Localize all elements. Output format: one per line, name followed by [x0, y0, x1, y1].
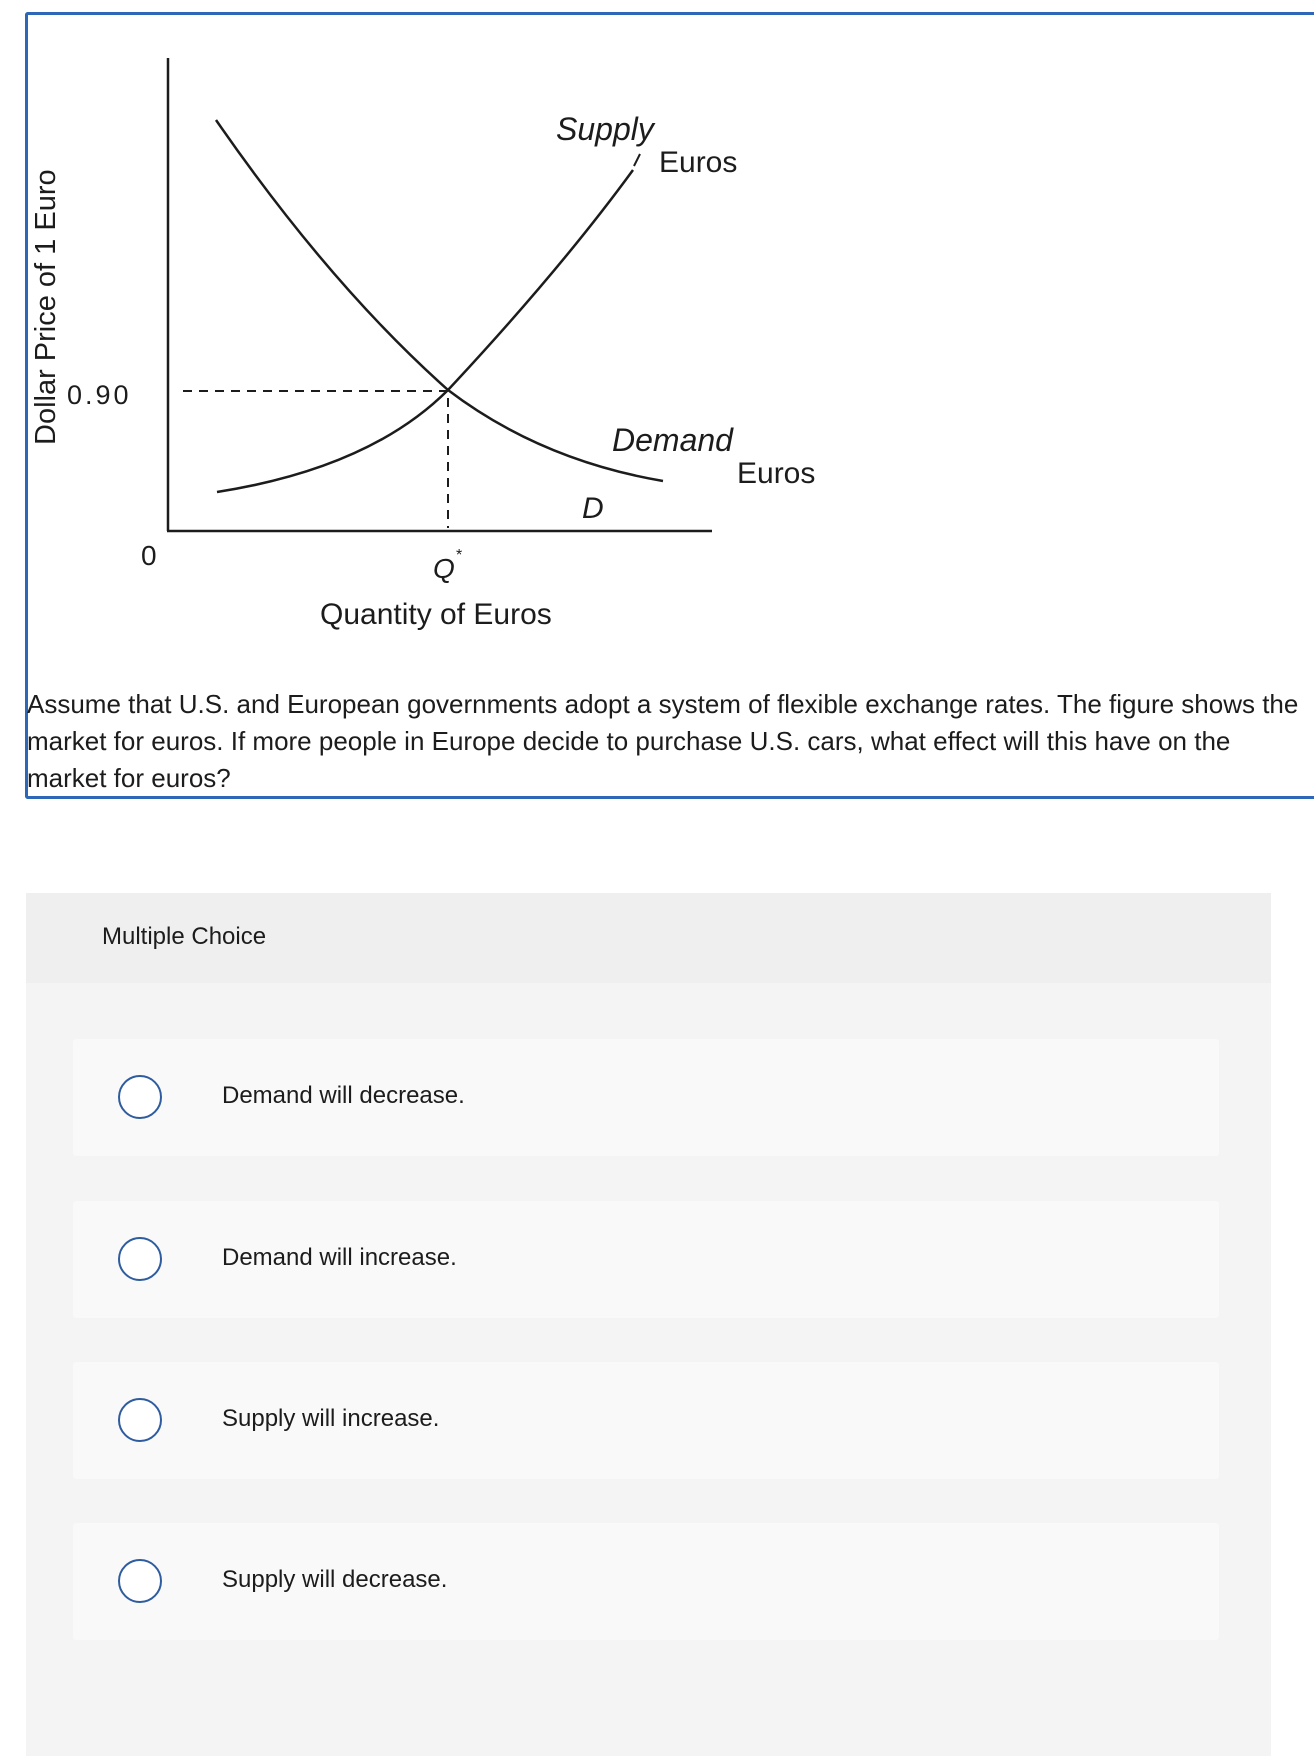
radio-button[interactable] — [118, 1559, 162, 1603]
y-axis-label: Dollar Price of 1 Euro — [30, 169, 62, 445]
x-axis-label: Quantity of Euros — [320, 598, 552, 631]
option-label: Demand will decrease. — [222, 1082, 465, 1109]
quantity-tick-superscript: * — [456, 547, 463, 564]
question-text: Assume that U.S. and European governments adopt a system of flexible exchange rates. The figure shows the market for euros. If more people in Europe decide to purchase U.S. cars, what effect will this have on the market for euros? — [27, 689, 1299, 793]
supply-label-leader — [634, 154, 640, 166]
supply-demand-figure — [0, 0, 1314, 640]
price-tick-label: 0.90 — [67, 380, 132, 410]
option-supply-increase[interactable] — [73, 1362, 1219, 1479]
multiple-choice-panel — [26, 893, 1271, 1756]
demand-label-subscript: Euros — [737, 457, 816, 490]
radio-button[interactable] — [118, 1075, 162, 1119]
option-demand-decrease[interactable] — [73, 1039, 1219, 1156]
option-demand-increase[interactable] — [73, 1201, 1219, 1318]
supply-demand-graph — [0, 0, 1314, 640]
supply-label: Supply — [556, 111, 654, 147]
multiple-choice-header — [26, 893, 1271, 983]
demand-curve — [216, 120, 663, 481]
origin-label: 0 — [141, 540, 157, 571]
supply-label-subscript: Euros — [659, 146, 738, 179]
radio-button[interactable] — [118, 1398, 162, 1442]
demand-curve-letter: D — [582, 492, 604, 525]
option-label: Supply will decrease. — [222, 1566, 448, 1593]
supply-curve — [217, 170, 633, 492]
demand-label: Demand — [612, 422, 733, 458]
option-supply-decrease[interactable] — [73, 1523, 1219, 1640]
multiple-choice-header-label: Multiple Choice — [102, 923, 267, 950]
radio-button[interactable] — [118, 1237, 162, 1281]
quantity-tick-label: Q — [433, 553, 455, 584]
option-label: Supply will increase. — [222, 1405, 440, 1432]
option-label: Demand will increase. — [222, 1244, 457, 1271]
